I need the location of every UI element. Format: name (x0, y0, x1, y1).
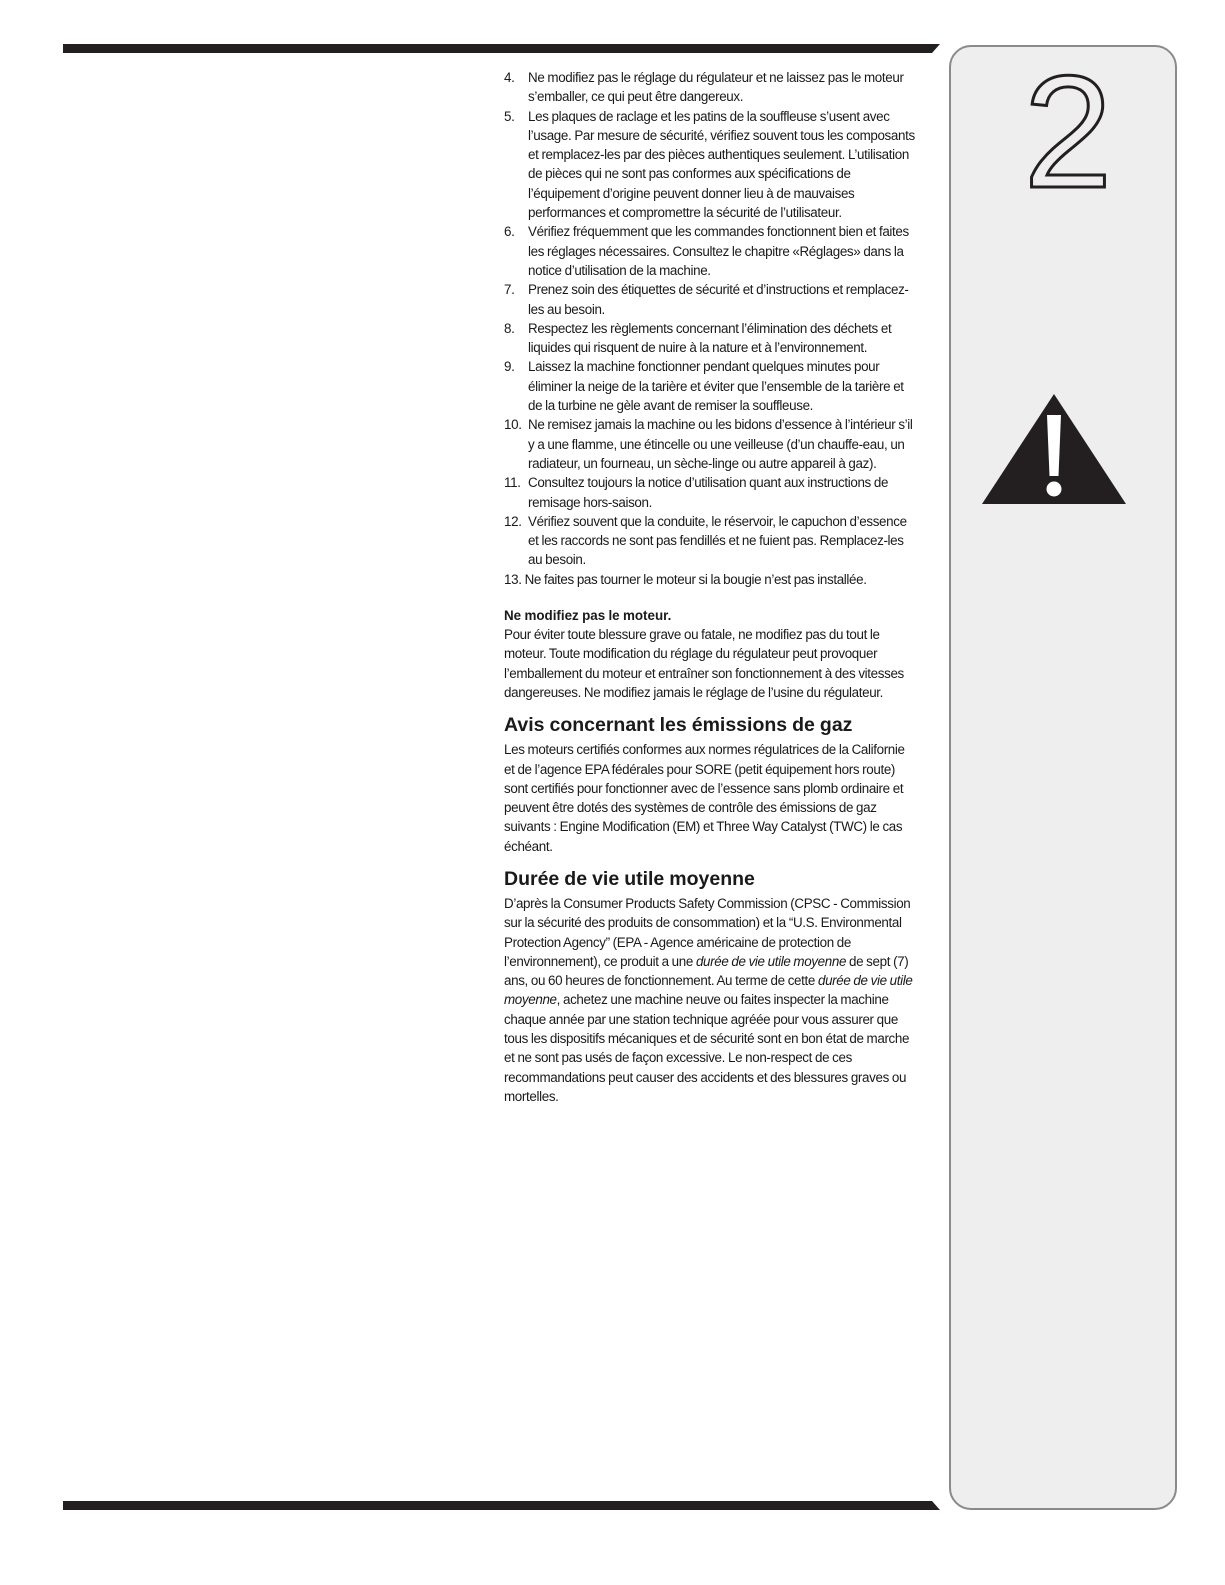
useful-life-text: de sept (7) ans, ou 60 heures de fonctionnement. Au terme de cette (504, 953, 909, 989)
list-item-text: Vérifiez fréquemment que les commandes fonctionnent bien et faites les réglages nécessaires. Consultez le chapitre «Réglages» dans la notice d’utilisation de la machine. (528, 224, 909, 278)
list-item-text: Laissez la machine fonctionner pendant quelques minutes pour éliminer la neige de la tarière et éviter que l’ensemble de la tarière et de la turbine ne gèle avant de remiser la souffleuse. (528, 359, 904, 414)
list-item-text: Ne faites pas tourner le moteur si la bougie n’est pas installée. (524, 571, 867, 587)
emissions-title: Avis concernant les émissions de gaz (504, 714, 853, 737)
list-item (504, 68, 916, 107)
list-item (504, 570, 916, 589)
main-content (504, 68, 916, 1106)
list-item-number: 10. (504, 417, 522, 433)
safety-list (504, 68, 916, 589)
list-item-number: 11. (504, 475, 521, 491)
chapter-side-tab (949, 42, 1177, 1510)
list-item-number: 6. (504, 224, 515, 240)
warning-triangle-icon (981, 393, 1127, 505)
list-item-number: 8. (504, 320, 515, 336)
list-item (504, 319, 916, 358)
list-item-number: 13. (504, 571, 522, 587)
list-item-text: Vérifiez souvent que la conduite, le réservoir, le capuchon d’essence et les raccords ne sont pas fendillés et ne fuient pas. Remplacez-les au besoin. (528, 513, 907, 568)
list-item (504, 222, 916, 280)
list-item-text: Les plaques de raclage et les patins de la souffleuse s’usent avec l’usage. Par mesure de sécurité, vérifiez souvent tous les composants et remplacez-les par des pièces authentiques seulement. L’utilisation de pièces qui ne sont pas conformes aux spécifications de l’équipement d’origine peuvent donner lieu à de mauvaises performances et compromettre la sécurité de l’utilisateur. (528, 108, 915, 221)
useful-life-title: Durée de vie utile moyenne (504, 867, 755, 890)
emissions-body: Les moteurs certifiés conformes aux normes régulatrices de la Californie et de l’agence EPA fédérales pour SORE (petit équipement hors route) sont certifiés pour fonctionner avec de l’essence sans plomb ordinaire et peuvent être dotés des systèmes de contrôle des émissions de gaz suivants : Engine Modification (EM) et Three Way Catalyst (TWC) le cas échéant. (504, 742, 905, 854)
list-item-number: 5. (504, 108, 515, 124)
list-item-number: 12. (504, 513, 522, 529)
list-item-text: Respectez les règlements concernant l’élimination des déchets et liquides qui risquent de nuire à la nature et à l’environnement. (528, 320, 892, 356)
list-item (504, 107, 916, 223)
bottom-rule (63, 1501, 940, 1510)
useful-life-body (504, 894, 916, 1106)
useful-life-text: , achetez une machine neuve ou faites inspecter la machine chaque année par une station technique agréée pour vous assurer que tous les dispositifs mécaniques et de sécurité sont en bon état de marche et ne sont pas usés de façon excessive. Le non-respect de ces recommandations peut causer des accidents et des blessures graves ou mortelles. (504, 992, 910, 1104)
useful-life-term: durée de vie utile moyenne (504, 973, 913, 1008)
list-item-text: Ne remisez jamais la machine ou les bidons d’essence à l’intérieur s’il y a une flamme, une étincelle ou une veilleuse (d’un chauffe-eau, un radiateur, un fourneau, un sèche-linge ou autre appareil à gaz). (528, 417, 913, 471)
list-item (504, 280, 916, 319)
list-item-number: 4. (504, 70, 515, 85)
engine-notice-title: Ne modifiez pas le moteur. (504, 608, 672, 624)
list-item-text: Ne modifiez pas le réglage du régulateur et ne laissez pas le moteur s’emballer, ce qui peut être dangereux. (528, 70, 904, 105)
list-item (504, 415, 916, 473)
useful-life-text: D’après la Consumer Products Safety Commission (CPSC - Commission sur la sécurité des produits de consommation) et la “U.S. Environmental Protection Agency” (EPA - Agence américaine de protection de l’environnement), ce produit a une (504, 895, 911, 969)
list-item (504, 512, 916, 570)
list-item-number: 7. (504, 282, 515, 298)
top-rule (63, 44, 940, 53)
list-item-text: Prenez soin des étiquettes de sécurité et d’instructions et remplacez-les au besoin. (528, 282, 909, 317)
list-item-number: 9. (504, 359, 515, 375)
chapter-number: 2 (1023, 42, 1113, 221)
engine-notice-body: Pour éviter toute blessure grave ou fatale, ne modifiez pas du tout le moteur. Toute modification du réglage du régulateur peut provoquer l’emballement du moteur et entraîner son fonctionnement à des vitesses dangereuses. Ne modifiez jamais le réglage de l’usine du régulateur. (504, 627, 904, 700)
useful-life-term: durée de vie utile moyenne (695, 953, 847, 969)
list-item (504, 473, 916, 512)
list-item-text: Consultez toujours la notice d’utilisation quant aux instructions de remisage hors-saison. (528, 475, 889, 510)
list-item (504, 357, 916, 415)
